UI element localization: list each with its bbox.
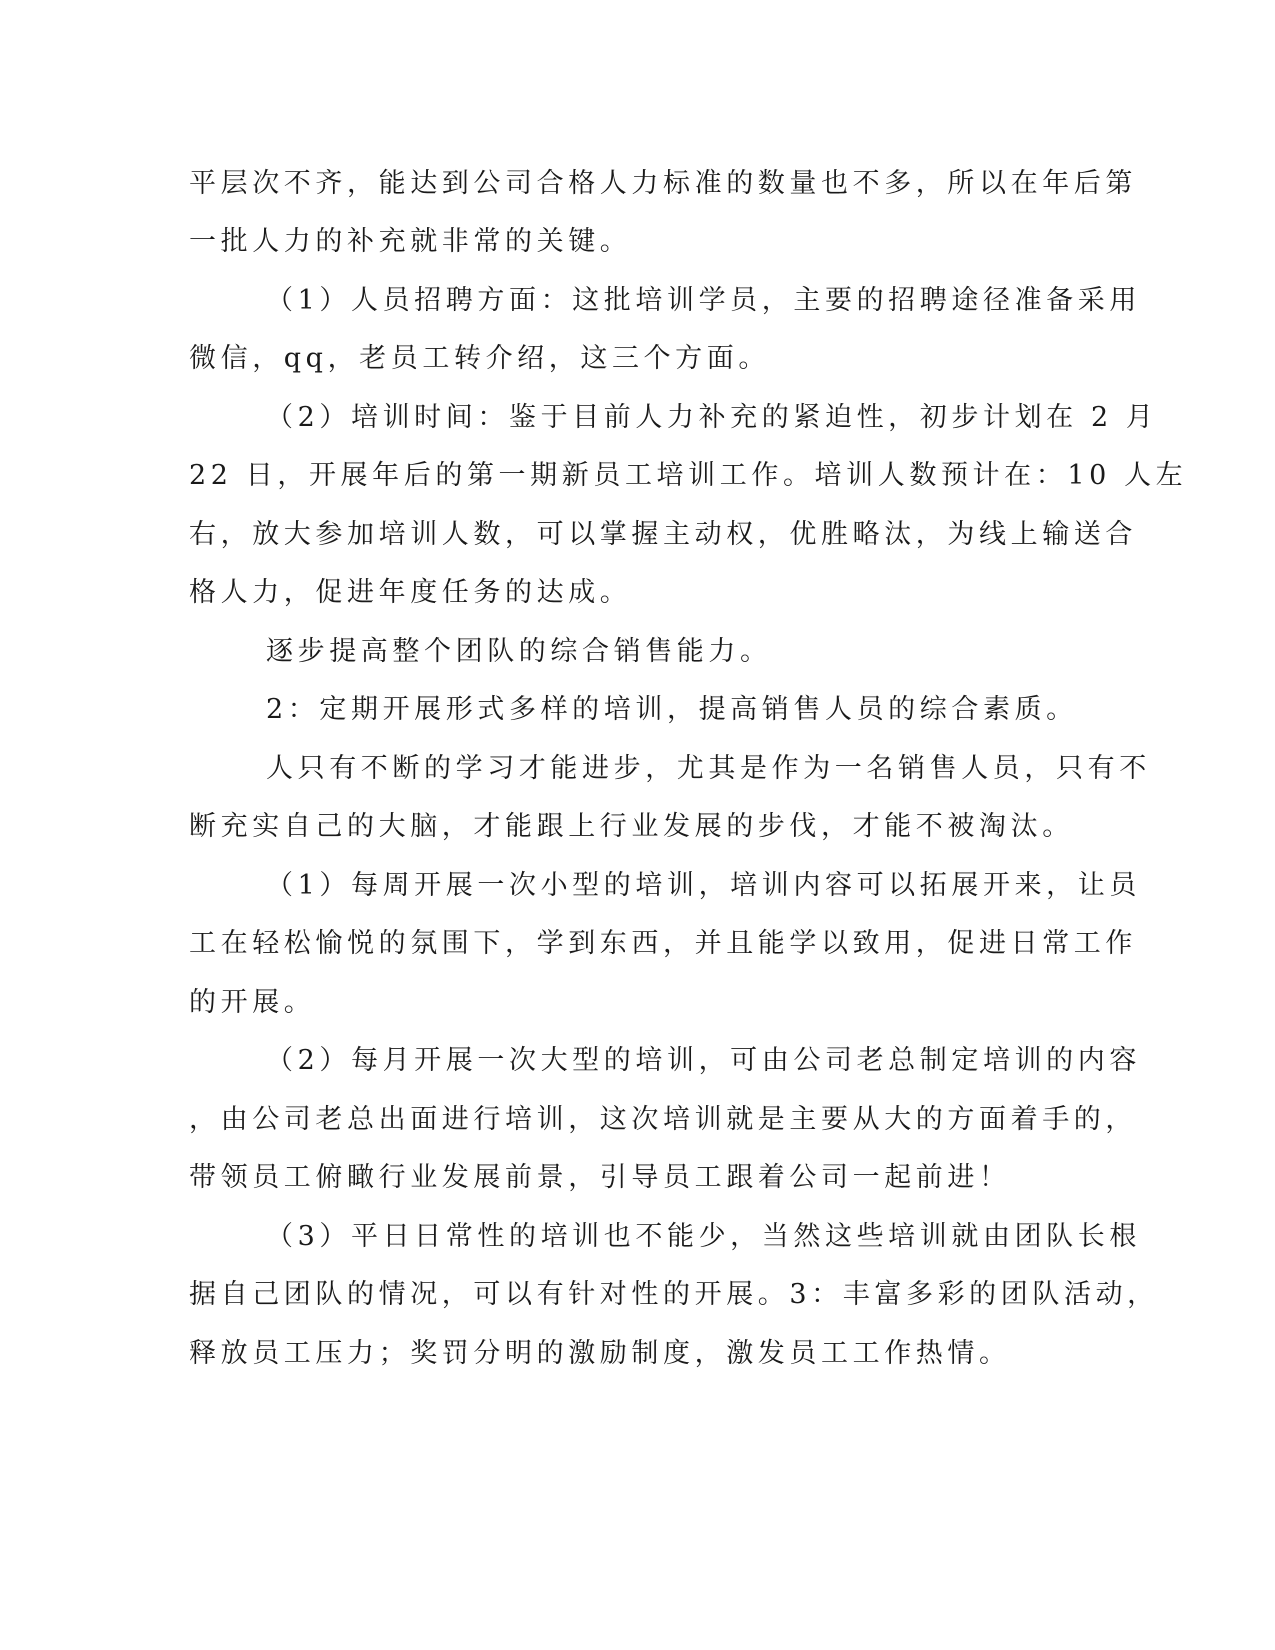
text-line: 22 日，开展年后的第一期新员工培训工作。培训人数预计在：10 人左	[189, 460, 1188, 491]
text-line: 平层次不齐，能达到公司合格人力标准的数量也不多，所以在年后第	[189, 168, 1137, 199]
text-line: 的开展。	[189, 987, 316, 1018]
text-line: ，由公司老总出面进行培训，这次培训就是主要从大的方面着手的，	[189, 1104, 1137, 1135]
text-line: （2）培训时间：鉴于目前人力补充的紧迫性，初步计划在 2 月	[266, 402, 1158, 433]
text-line: 带领员工俯瞰行业发展前景，引导员工跟着公司一起前进！	[189, 1162, 1011, 1193]
text-line: 逐步提高整个团队的综合销售能力。	[266, 636, 772, 667]
text-line: （3）平日日常性的培训也不能少，当然这些培训就由团队长根	[266, 1221, 1141, 1252]
text-line: 格人力，促进年度任务的达成。	[189, 577, 632, 608]
text-line: 断充实自己的大脑，才能跟上行业发展的步伐，才能不被淘汰。	[189, 811, 1074, 842]
text-line: （1）每周开展一次小型的培训，培训内容可以拓展开来，让员	[266, 870, 1141, 901]
text-line: 释放员工压力；奖罚分明的激励制度，激发员工工作热情。	[189, 1338, 1011, 1369]
text-line: 人只有不断的学习才能进步，尤其是作为一名销售人员，只有不	[266, 753, 1151, 784]
text-line: 据自己团队的情况，可以有针对性的开展。3：丰富多彩的团队活动，	[189, 1279, 1159, 1310]
text-line: （2）每月开展一次大型的培训，可由公司老总制定培训的内容	[266, 1045, 1141, 1076]
text-line: 右，放大参加培训人数，可以掌握主动权，优胜略汰，为线上输送合	[189, 519, 1137, 550]
text-line: （1）人员招聘方面：这批培训学员，主要的招聘途径准备采用	[266, 285, 1141, 316]
text-line: 微信，qq，老员工转介绍，这三个方面。	[189, 343, 770, 374]
text-line: 一批人力的补充就非常的关键。	[189, 226, 632, 257]
text-line: 工在轻松愉悦的氛围下，学到东西，并且能学以致用，促进日常工作	[189, 928, 1137, 959]
text-line: 2：定期开展形式多样的培训，提高销售人员的综合素质。	[266, 694, 1078, 725]
